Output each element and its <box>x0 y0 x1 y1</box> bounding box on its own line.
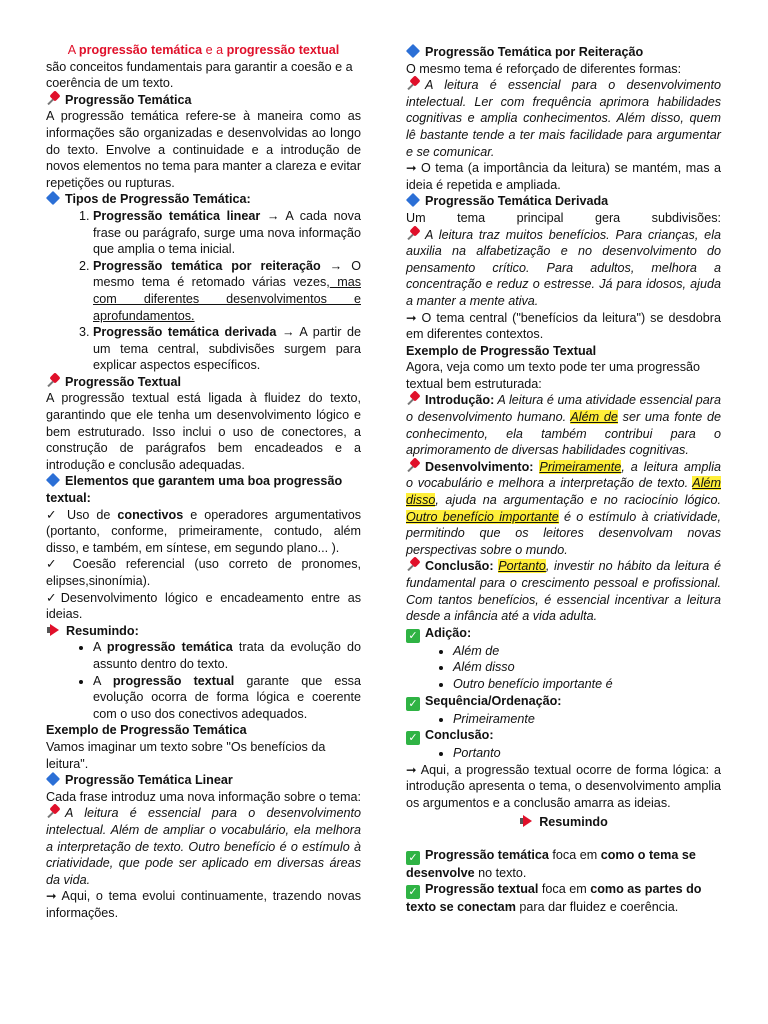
elemento-pre: Uso de <box>60 507 118 522</box>
desenvolvimento-paragraph <box>406 459 721 559</box>
pushpin-icon <box>46 805 60 819</box>
megaphone-icon <box>519 814 534 828</box>
highlighted-connective: Primeiramente <box>539 459 622 474</box>
list-item <box>93 673 361 723</box>
checkmark-icon: ✓ <box>46 507 61 522</box>
summary-term: Progressão textual <box>425 882 539 897</box>
tipos-list <box>46 208 361 374</box>
list-item: • Portanto <box>453 745 721 762</box>
summary-focus: como o tema se desenvolve <box>406 847 696 880</box>
resumindo-heading <box>46 623 361 640</box>
list-item <box>93 639 361 672</box>
elemento-bold: conectivos <box>117 507 184 522</box>
exemplo-ptext-body: Agora, veja como um texto pode ter uma progressão textual bem estruturada: <box>406 360 701 391</box>
highlighted-connective: Além de <box>570 410 618 425</box>
introducao-paragraph <box>406 392 721 458</box>
intro-a: A <box>67 43 79 57</box>
check-box-icon: ✓ <box>406 629 420 643</box>
checkmark-icon: ✓ <box>46 557 63 572</box>
introducao-label: Introdução: <box>425 393 495 408</box>
elementos-heading-text: Elementos que garantem uma boa progressão textual: <box>46 474 343 506</box>
check-box-icon: ✓ <box>406 851 420 865</box>
linear-body: Cada frase introduz uma nova informação sobre o tema: <box>46 789 362 804</box>
tipo-item-derivada <box>93 324 361 374</box>
pushpin-icon <box>46 374 60 388</box>
item-bold: progressão textual <box>112 673 235 688</box>
pushpin-icon <box>406 77 420 91</box>
intro-line <box>46 42 361 59</box>
check-box-icon: ✓ <box>406 885 420 899</box>
introducao-text: ser uma fonte de conhecimento, ela também contribui para o aprimoramento de diversas habilidades cognitivas. <box>406 410 721 458</box>
intro-term-tematica: progressão temática <box>78 43 203 57</box>
elemento-item <box>46 507 361 557</box>
blue-diamond-icon <box>406 44 420 58</box>
item-pre: A <box>93 673 113 688</box>
sequencia-list <box>406 711 721 728</box>
introducao-text: A leitura é uma atividade essencial para o desenvolvimento humano. <box>406 393 721 425</box>
derivada-heading <box>406 193 721 210</box>
resumindo-heading-text: Resumindo: <box>66 623 139 638</box>
summary-textual <box>406 881 721 916</box>
list-item: • Além disso <box>453 659 721 676</box>
tipos-heading <box>46 191 361 208</box>
tipo-arrow: → <box>276 325 300 340</box>
highlighted-connective: Portanto <box>498 559 546 574</box>
resumindo-right-heading <box>406 814 721 831</box>
summary-tematica <box>406 847 721 882</box>
reiteracao-body: O mesmo tema é reforçado de diferentes formas: <box>406 61 682 76</box>
sequencia-heading <box>406 693 721 711</box>
tipo-item-linear <box>93 208 361 258</box>
resumindo-list <box>46 639 361 722</box>
summary-mid: foca em <box>548 847 601 862</box>
pt-body: A progressão temática refere-se à maneira como as informações são organizadas e desenvolvidas ao longo do texto. Envolve a continuidade e a introdução de novos elementos no tema para manter a clareza e evitar repetições ou rupturas. <box>46 109 362 190</box>
adicao-heading <box>406 625 721 643</box>
blank-line <box>406 830 721 847</box>
conclusao-text: , investir no hábito da leitura é fundamental para o crescimento pessoal e profissional. Com tantos benefícios, é essencial incentivar a leitura desde a infância até a vida adulta. <box>406 559 721 624</box>
conclusao-heading <box>406 727 721 745</box>
checkmark-icon: ✓ <box>46 590 61 605</box>
reiteracao-example <box>406 77 721 160</box>
list-item: • Primeiramente <box>453 711 721 728</box>
megaphone-icon <box>46 623 61 637</box>
tipo-text: A cada nova frase ou parágrafo, surge uma nova informação que amplia o tema inicial. <box>93 208 361 257</box>
elemento-post: e operadores argumentativos (portanto, conforme, primeiramente, contudo, além disso, e também, em síntese, em segundo plano... ). <box>46 507 361 555</box>
pushpin-icon <box>406 558 420 572</box>
linear-arrow: ➞ Aqui, o tema evolui continuamente, trazendo novas informações. <box>46 889 361 920</box>
tipo-arrow: → <box>320 258 352 273</box>
reiteracao-heading-text: Progressão Temática por Reiteração <box>425 45 644 59</box>
pt-heading <box>46 92 361 109</box>
blue-diamond-icon <box>46 473 60 487</box>
conclusao-heading-text: Conclusão: <box>425 728 494 743</box>
derivada-example <box>406 227 721 310</box>
item-post: garante que essa evolução ocorra de forma lógica e coerente com o uso dos conectivos adequados. <box>93 673 361 721</box>
resumindo-right-heading-text: Resumindo <box>539 814 608 829</box>
derivada-example-text: A leitura traz muitos benefícios. Para crianças, ela auxilia na alfabetização e no desenvolvimento do pensamento crítico. Para adultos, melhora a concentração e reduz o estresse. Já para idosos, ajuda a manter a mente ativa. <box>406 227 721 308</box>
blue-diamond-icon <box>46 191 60 205</box>
right-column <box>406 44 721 916</box>
summary-end: para dar fluidez e coerência. <box>515 900 679 915</box>
desenvolvimento-text: , a leitura amplia o vocabulário e melhora a interpretação de texto. <box>406 459 722 491</box>
exemplo-pt-body: Vamos imaginar um texto sobre "Os benefícios da leitura". <box>46 739 326 771</box>
desenvolvimento-label: Desenvolvimento: <box>425 459 534 474</box>
summary-term: Progressão temática <box>425 847 549 862</box>
conclusao-paragraph <box>406 558 721 624</box>
desenvolvimento-text: , ajuda na argumentação e no raciocínio lógico. <box>435 493 721 508</box>
ptext-heading-text: Progressão Textual <box>65 374 181 389</box>
exemplo-pt-heading: Exemplo de Progressão Temática <box>46 723 247 738</box>
reiteracao-example-text: A leitura é essencial para o desenvolvimento intelectual. Ler com frequência aprimora habilidades cognitivas e amplia conhecimentos. Além disso, quem lê bastante tende a ter mais facilidade para argumentar e se comunicar. <box>406 78 721 159</box>
summary-mid: foca em <box>538 882 591 897</box>
tipo-bold: Progressão temática derivada <box>93 325 277 340</box>
tipos-heading-text: Tipos de Progressão Temática: <box>65 192 251 207</box>
item-pre: A <box>93 640 107 655</box>
reiteracao-arrow: ➞ O tema (a importância da leitura) se mantém, mas a ideia é repetida e ampliada. <box>406 161 721 192</box>
tipo-arrow: → <box>260 208 286 223</box>
list-item: • Além de <box>453 643 721 660</box>
blue-diamond-icon <box>406 193 420 207</box>
ptext-body: A progressão textual está ligada à fluidez do texto, garantindo que ele tenha um desenvolvimento lógico e bem estruturado. Isso inclui o uso de conectores, a construção de parágrafos bem encadeados e a introdução e conclusão adequadas. <box>46 391 361 472</box>
tipo-item-reiteracao <box>93 258 361 324</box>
highlighted-connective: Além disso <box>406 476 721 508</box>
check-box-icon: ✓ <box>406 731 420 745</box>
item-bold: progressão temática <box>106 640 233 655</box>
highlighted-connective: Outro benefício importante <box>406 509 559 524</box>
linear-heading-text: Progressão Temática Linear <box>65 773 233 788</box>
adicao-list <box>406 643 721 693</box>
summary-end: no texto. <box>474 865 527 880</box>
ptext-heading <box>46 374 361 391</box>
item-post: trata da evolução do assunto dentro do texto. <box>93 640 361 671</box>
pushpin-icon <box>406 392 420 406</box>
intro-rest: são conceitos fundamentais para garantir a coesão e a coerência de um texto. <box>46 59 353 91</box>
pushpin-icon <box>406 227 420 241</box>
list-item: • Outro benefício importante é <box>453 676 721 693</box>
conclusao-list <box>406 745 721 762</box>
elemento-pre: Coesão referencial (uso correto de pronomes, elipses,sinonímia). <box>46 557 361 588</box>
derivada-body: Um tema principal gera subdivisões: <box>406 210 721 225</box>
final-arrow: ➞ Aqui, a progressão textual ocorre de forma lógica: a introdução apresenta o tema, o desenvolvimento amplia os argumentos e a conclusão amarra as ideias. <box>406 762 721 810</box>
linear-example <box>46 805 361 888</box>
intro-term-textual: progressão textual <box>226 43 340 57</box>
desenvolvimento-text: é o estímulo à criatividade, permitindo que os leitores desenvolvam novas perspectivas sobre o mundo. <box>406 509 721 557</box>
linear-example-text: A leitura é essencial para o desenvolvimento intelectual. Além de ampliar o vocabulário, ela melhora a interpretação de texto. Outro benefício é o estímulo à criatividade, que pode ser aplicado em diversas áreas da vida. <box>46 806 361 887</box>
tipo-bold: Progressão temática por reiteração <box>93 258 321 273</box>
adicao-heading-text: Adição: <box>425 625 472 640</box>
elementos-heading <box>46 473 361 506</box>
left-column <box>46 42 361 921</box>
tipo-bold: Progressão temática linear <box>93 208 261 223</box>
pt-heading-text: Progressão Temática <box>65 92 192 107</box>
derivada-heading-text: Progressão Temática Derivada <box>425 194 609 209</box>
tipo-text: A partir de um tema central, subdivisões surgem para explicar aspectos específicos. <box>93 325 361 373</box>
elemento-pre: Desenvolvimento lógico e encadeamento entre as ideias. <box>46 590 361 622</box>
summary-focus: como as partes do texto se conectam <box>406 882 702 915</box>
intro-mid: e a <box>202 43 227 57</box>
blue-diamond-icon <box>46 772 60 786</box>
elemento-item <box>46 590 361 623</box>
derivada-arrow: ➞ O tema central ("benefícios da leitura") se desdobra em diferentes contextos. <box>406 310 721 342</box>
pushpin-icon <box>46 92 60 106</box>
pushpin-icon <box>406 459 420 473</box>
sequencia-heading-text: Sequência/Ordenação: <box>425 693 562 708</box>
exemplo-ptext-heading: Exemplo de Progressão Textual <box>406 343 597 358</box>
elemento-item <box>46 556 361 589</box>
tipo-text: O mesmo tema é retomado várias vezes, <box>93 258 362 290</box>
linear-heading <box>46 772 361 789</box>
check-box-icon: ✓ <box>406 697 420 711</box>
tipo-underlined: mas com diferentes desenvolvimentos e aprofundamentos. <box>93 275 361 323</box>
reiteracao-heading <box>406 44 721 61</box>
conclusao-label: Conclusão: <box>425 559 494 574</box>
